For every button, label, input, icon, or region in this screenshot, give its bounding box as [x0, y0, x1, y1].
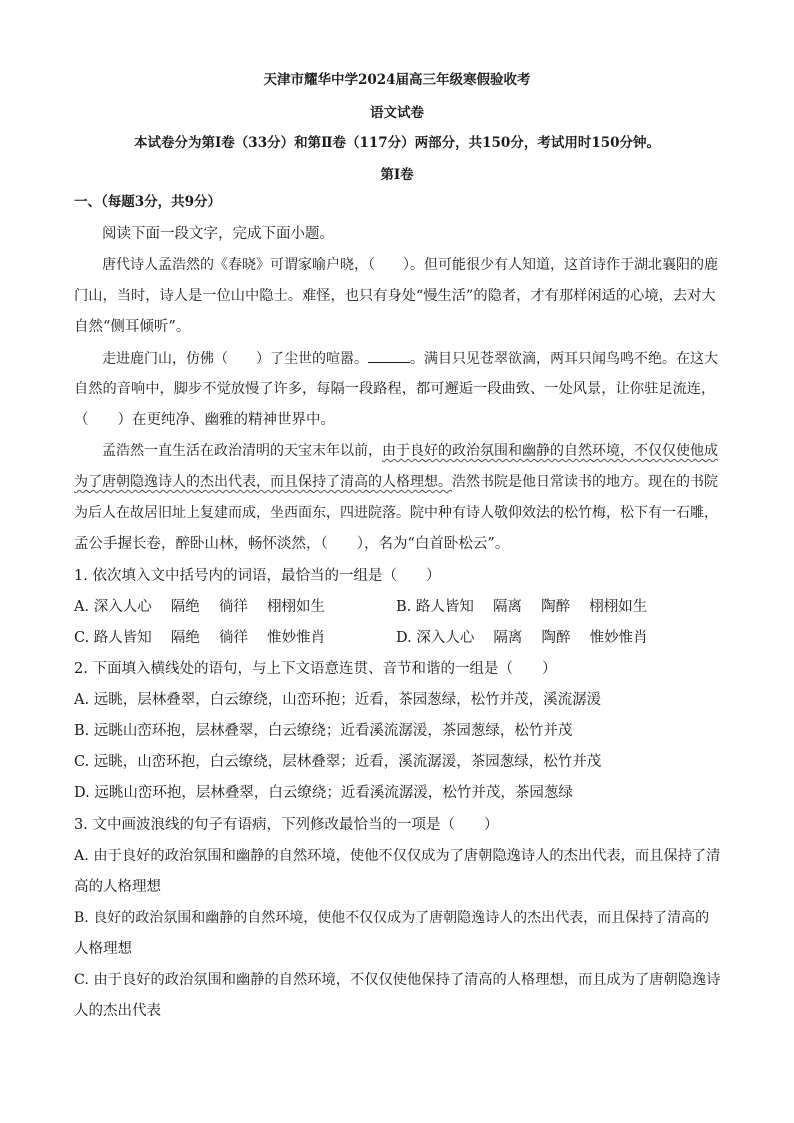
question-2-option-c: C. 远眺，山峦环抱，白云缭绕，层林叠翠；近看，溪流潺湲，茶园葱绿，松竹并茂 — [74, 754, 602, 770]
passage-p1-line1: 唐代诗人孟浩然的《春晓》可谓家喻户晓，（ ）。但可能很少有人知道，这首诗作于湖北襄阳的鹿 — [102, 257, 718, 273]
passage-p1-line2: 门山，当时，诗人是一位山中隐士。难怪，也只有身处“慢生活”的隐者，才有那样闲适的心境，去对大 — [74, 288, 716, 304]
passage-p3-text-b: 浩然书院是他日常读书的地方。现在的书院 — [452, 474, 718, 490]
question-3-option-c-line2: 人的杰出代表 — [74, 1003, 161, 1019]
subject-title: 语文试卷 — [370, 105, 424, 121]
question-2-stem: 2. 下面填入横线处的语句，与上下文语意连贯、音节和谐的一组是（ ） — [74, 661, 557, 677]
question-1-option-c: C. 路人皆知 隔绝 徜徉 惟妙惟肖 — [74, 630, 326, 646]
fill-blank-line — [368, 348, 410, 363]
passage-p2-line2: 自然的音响中，脚步不觉放慢了许多，每隔一段路程，都可邂逅一段曲致、一处风景，让你驻足流连， — [74, 381, 716, 397]
passage-p2-line1 — [102, 348, 718, 369]
question-3-option-b-line2: 人格理想 — [74, 941, 132, 957]
question-1-option-b: B. 路人皆知 隔离 陶醉 栩栩如生 — [396, 599, 648, 615]
question-2-option-b: B. 远眺山峦环抱，层林叠翠，白云缭绕；近看溪流潺湲，茶园葱绿，松竹并茂 — [74, 723, 573, 739]
passage-p2-text-b: 。满目只见苍翠欲滴，两耳只闻鸟鸣不绝。在这大 — [410, 351, 718, 367]
question-2-option-a: A. 远眺，层林叠翠，白云缭绕，山峦环抱；近看，茶园葱绿，松竹并茂，溪流潺湲 — [74, 692, 602, 708]
passage-p3-line1 — [102, 441, 718, 461]
wavy-sentence-part2: 为了唐朝隐逸诗人的杰出代表，而且保持了清高的人格理想。 — [74, 474, 452, 490]
question-1-stem: 1. 依次填入文中括号内的词语，最恰当的一组是（ ） — [74, 568, 441, 584]
section-heading: 一、（每题3分，共9分） — [74, 194, 222, 210]
question-3-option-b-line1: B. 良好的政治氛围和幽静的自然环境，使他不仅仅成为了唐朝隐逸诗人的杰出代表，而且保持了清高的 — [74, 910, 710, 926]
question-3-option-c-line1: C. 由于良好的政治氛围和幽静的自然环境，不仅仅使他保持了清高的人格理想，而且成为了唐朝隐逸诗 — [74, 972, 721, 988]
wavy-sentence-part1: 由于良好的政治氛围和幽静的自然环境，不仅仅使他成 — [382, 443, 718, 459]
question-3-stem: 3. 文中画波浪线的句子有语病，下列修改最恰当的一项是（ ） — [74, 817, 499, 833]
passage-p3-line3: 为后人在故居旧址上复建而成，坐西面东，四进院落。院中种有诗人敬仰效法的松竹梅，松下有一石雕， — [74, 505, 718, 521]
passage-p3-line4: 孟公手握长卷，醉卧山林，畅怀淡然，（ ），名为“白首卧松云”。 — [74, 536, 510, 552]
passage-p3-line2 — [74, 472, 718, 492]
question-2-option-d: D. 远眺山峦环抱，层林叠翠，白云缭绕；近看溪流潺湲，松竹并茂，茶园葱绿 — [74, 785, 573, 801]
passage-p2-text-a: 走进鹿门山，仿佛（ ）了尘世的喧嚣。 — [102, 351, 368, 367]
passage-p3-text-a: 孟浩然一直生活在政治清明的天宝末年以前， — [102, 443, 382, 459]
question-1-option-a: A. 深入人心 隔绝 徜徉 栩栩如生 — [74, 599, 326, 615]
passage-p1-line3: 自然“侧耳倾听”。 — [74, 319, 191, 335]
question-3-option-a-line1: A. 由于良好的政治氛围和幽静的自然环境，使他不仅仅成为了唐朝隐逸诗人的杰出代表，而且保持了清 — [74, 848, 721, 864]
exam-instructions: 本试卷分为第Ⅰ卷（33分）和第Ⅱ卷（117分）两部分，共150分，考试用时150分钟。 — [133, 135, 661, 151]
question-3-option-a-line2: 高的人格理想 — [74, 879, 161, 895]
reading-intro: 阅读下面一段文字，完成下面小题。 — [102, 226, 334, 242]
question-1-option-d: D. 深入人心 隔离 陶醉 惟妙惟肖 — [396, 630, 648, 646]
exam-title: 天津市耀华中学2024届高三年级寒假验收考 — [263, 72, 531, 88]
volume-title: 第Ⅰ卷 — [380, 167, 414, 183]
passage-p2-line3: （ ）在更纯净、幽雅的精神世界中。 — [74, 412, 335, 428]
